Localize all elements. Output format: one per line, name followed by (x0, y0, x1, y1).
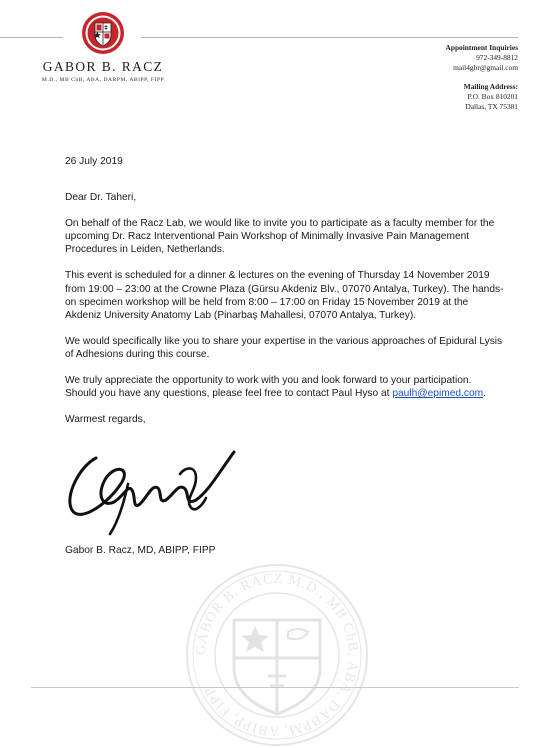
signature-name: Gabor B. Racz, MD, ABIPP, FIPP (65, 545, 216, 556)
watermark-ring-text: GABOR B. RACZ M.D., MB ChB, ABA, DABPM, ABIPP, FIPP (193, 571, 361, 739)
contact-block (446, 43, 519, 112)
mailing-city: Dallas, TX 75381 (465, 102, 518, 111)
paragraph-contact-text: We truly appreciate the opportunity to work with you and look forward to your participation. Should you have any questions, please feel free to contact Paul Hyso at (65, 375, 472, 400)
footer-rule (31, 687, 519, 688)
paragraph-schedule: This event is scheduled for a dinner & lectures on the evening of Thursday 14 November 2019 from 19:00 – 23:00 at the Crowne Plaza (Gürsu Akdeniz Blv., 07070 Antalya, Turkey). The hands-on specimen workshop will be held from 8:00 – 17:00 on Friday 15 November 2019 at the Akdeniz University Anatomy Lab (Pinarbaş Mahallesi, 07070 Antalya, Turkey). (65, 270, 504, 321)
letterhead-credentials: M.D., MB ChB, ABA, DABPM, ABIPP, FIPP (41, 77, 165, 83)
header-rule-right (141, 37, 518, 38)
mailing-po-box: P.O. Box 810201 (467, 92, 518, 101)
mailing-heading: Mailing Address: (463, 82, 518, 91)
salutation: Dear Dr. Taheri, (65, 192, 137, 204)
paragraph-invitation: On behalf of the Racz Lab, we would like to invite you to participate as a faculty member for the upcoming Dr. Racz Interventional Pain Workshop of Minimally Invasive Pain Management Procedures in Leiden, Netherlands. (65, 218, 495, 256)
letter-date: 26 July 2019 (65, 156, 123, 167)
appointments-heading: Appointment Inquiries (445, 43, 518, 52)
paragraph-contact-end: . (483, 388, 486, 400)
contact-email: mail4gbr@gmail.com (453, 63, 518, 72)
closing: Warmest regards, (65, 414, 146, 426)
paragraph-expertise: We would specifically like you to share your expertise in the various approaches of Epidural Lysis of Adhesions during this course. (65, 335, 503, 360)
contact-email-link[interactable]: paulh@epimed.com (392, 388, 484, 400)
signature-image (62, 444, 238, 536)
letter-body (65, 155, 505, 439)
header-rule-left (0, 37, 63, 38)
paragraph-contact (65, 374, 505, 400)
contact-phone: 972-349-8812 (476, 53, 518, 62)
letterhead-name: GABOR B. RACZ (42, 59, 164, 74)
seal-watermark-icon (184, 562, 370, 748)
seal-logo-icon (81, 11, 125, 55)
